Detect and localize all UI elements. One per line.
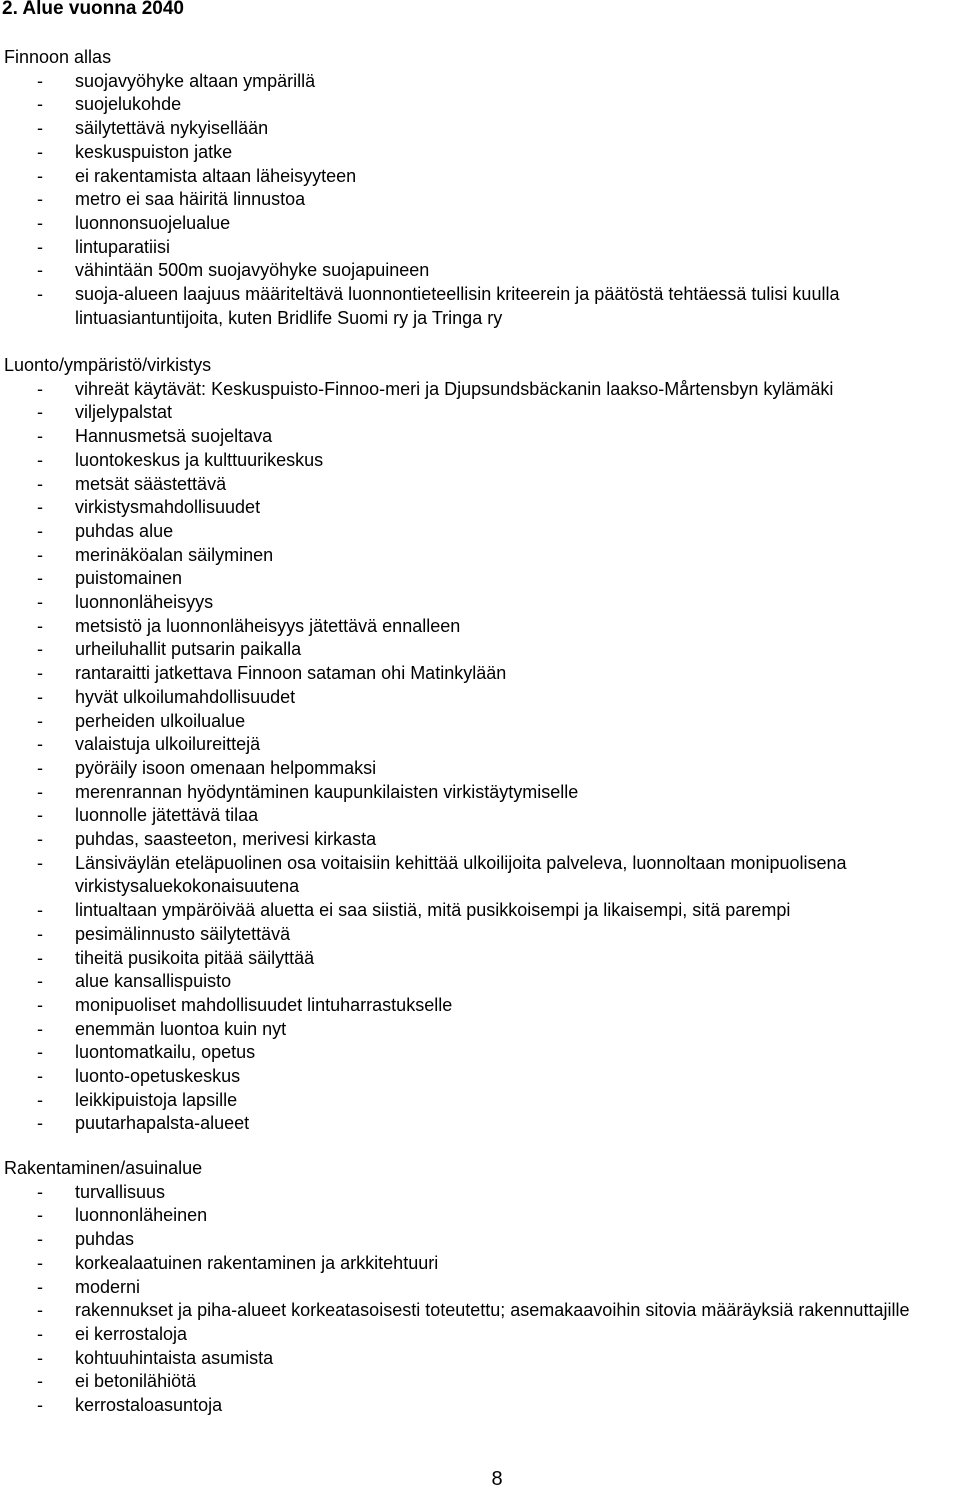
list-item	[4, 757, 954, 781]
list-item	[4, 496, 954, 520]
bullet-dash: -	[37, 378, 43, 399]
list-item	[4, 425, 954, 449]
list-item	[4, 1228, 954, 1252]
list-item	[4, 923, 954, 947]
bullet-dash: -	[37, 189, 43, 210]
list-item-text: suoja-alueen laajuus määriteltävä luonnontieteellisin kriteerein ja päätöstä tehtäessä tulisi kuulla lintuasiantuntijoita, kuten Bridlife Suomi ry ja Tringa ry	[75, 284, 840, 328]
list-item-text: rakennukset ja piha-alueet korkeatasoisesti toteutettu; asemakaavoihin sitovia määräyksiä rakennuttajille	[75, 1300, 910, 1321]
list-item	[4, 283, 954, 330]
list-item	[4, 473, 954, 497]
list-item-text: moderni	[75, 1276, 141, 1297]
list-item-text: ei rakentamista altaan läheisyyteen	[75, 165, 357, 186]
section-rakentaminen-asuinalue	[4, 1157, 954, 1418]
bullet-dash: -	[37, 426, 43, 447]
list-item	[4, 781, 954, 805]
list-item-text: merenrannan hyödyntäminen kaupunkilaisten virkistäytymiselle	[75, 781, 579, 802]
bullet-dash: -	[37, 141, 43, 162]
list-item-text: lintualtaan ympäröivää aluetta ei saa siistiä, mitä pusikkoisempi ja likaisempi, sitä parempi	[75, 900, 791, 921]
list-item	[4, 188, 954, 212]
list-item-text: puhdas	[75, 1229, 135, 1250]
section-title: Rakentaminen/asuinalue	[4, 1158, 203, 1178]
list-item	[4, 1299, 954, 1323]
bullet-dash: -	[37, 449, 43, 470]
list-item-text: vähintään 500m suojavyöhyke suojapuineen	[75, 260, 430, 281]
bullet-dash: -	[37, 615, 43, 636]
list-item	[4, 804, 954, 828]
bullet-dash: -	[37, 757, 43, 778]
bullet-dash: -	[37, 1276, 43, 1297]
list-item-text: perheiden ulkoilualue	[75, 710, 246, 731]
list-item	[4, 1112, 954, 1136]
bullet-dash: -	[37, 971, 43, 992]
list-item-text: luontomatkailu, opetus	[75, 1042, 256, 1063]
list-item-text: luonnonläheisyys	[75, 592, 214, 613]
list-item-text: tiheitä pusikoita pitää säilyttää	[75, 947, 315, 968]
list-item	[4, 828, 954, 852]
bullet-dash: -	[37, 212, 43, 233]
bullet-dash: -	[37, 852, 43, 873]
bullet-dash: -	[37, 686, 43, 707]
list-item	[4, 70, 954, 94]
list-item-text: ei kerrostaloja	[75, 1323, 188, 1344]
bullet-dash: -	[37, 1229, 43, 1250]
list-item	[4, 401, 954, 425]
list-item	[4, 591, 954, 615]
list-item	[4, 544, 954, 568]
section-title: Luonto/ympäristö/virkistys	[4, 355, 212, 375]
list-item-text: puistomainen	[75, 568, 183, 589]
list-item	[4, 733, 954, 757]
list-item	[4, 1181, 954, 1205]
list-item-text: viljelypalstat	[75, 402, 173, 423]
list-item	[4, 899, 954, 923]
list-item	[4, 1018, 954, 1042]
list-item-text: suojavyöhyke altaan ympärillä	[75, 70, 316, 91]
list-item-text: kerrostaloasuntoja	[75, 1395, 223, 1416]
bullet-dash: -	[37, 568, 43, 589]
list-item-text: enemmän luontoa kuin nyt	[75, 1018, 287, 1039]
list-item-text: puutarhapalsta-alueet	[75, 1113, 250, 1134]
list-item-text: korkealaatuinen rakentaminen ja arkkitehtuuri	[75, 1252, 439, 1273]
list-item-text: alue kansallispuisto	[75, 971, 232, 992]
bullet-dash: -	[37, 805, 43, 826]
list-item	[4, 236, 954, 260]
bullet-dash: -	[37, 947, 43, 968]
list-item	[4, 1394, 954, 1418]
list-item-text: suojelukohde	[75, 94, 182, 115]
list-item-text: keskuspuiston jatke	[75, 141, 233, 162]
bullet-dash: -	[37, 1113, 43, 1134]
page-number-text: 8	[491, 1468, 503, 1490]
list-item	[4, 1041, 954, 1065]
list-item	[4, 1347, 954, 1371]
list-item-text: ei betonilähiötä	[75, 1371, 197, 1392]
bullet-dash: -	[37, 639, 43, 660]
list-item-text: luonto-opetuskeskus	[75, 1066, 241, 1087]
list-item-text: turvallisuus	[75, 1181, 166, 1202]
bullet-dash: -	[37, 900, 43, 921]
list-item	[4, 1276, 954, 1300]
list-item	[4, 970, 954, 994]
list-item	[4, 93, 954, 117]
list-item-text: luonnonläheinen	[75, 1205, 208, 1226]
list-item-text: luontokeskus ja kulttuurikeskus	[75, 449, 324, 470]
bullet-list	[4, 70, 954, 331]
list-item-text: puhdas alue	[75, 520, 174, 541]
bullet-dash: -	[37, 70, 43, 91]
section-luonto-ymparisto-virkistys	[4, 354, 954, 1136]
list-item	[4, 686, 954, 710]
list-item-text: vihreät käytävät: Keskuspuisto-Finnoo-meri ja Djupsundsbäckanin laakso-Mårtensbyn kylämäki	[75, 378, 834, 399]
bullet-dash: -	[37, 663, 43, 684]
bullet-dash: -	[37, 1252, 43, 1273]
bullet-dash: -	[37, 520, 43, 541]
bullet-dash: -	[37, 473, 43, 494]
bullet-dash: -	[37, 497, 43, 518]
list-item	[4, 710, 954, 734]
bullet-dash: -	[37, 544, 43, 565]
list-item-text: Hannusmetsä suojeltava	[75, 426, 273, 447]
list-item	[4, 994, 954, 1018]
page-heading: 2. Alue vuonna 2040	[2, 0, 184, 19]
bullet-dash: -	[37, 1205, 43, 1226]
list-item	[4, 1065, 954, 1089]
list-item	[4, 615, 954, 639]
section-title: Finnoon allas	[4, 47, 112, 67]
list-item	[4, 141, 954, 165]
list-item	[4, 1204, 954, 1228]
bullet-dash: -	[37, 1323, 43, 1344]
list-item-text: luonnolle jätettävä tilaa	[75, 805, 259, 826]
bullet-dash: -	[37, 118, 43, 139]
bullet-dash: -	[37, 284, 43, 305]
bullet-dash: -	[37, 734, 43, 755]
list-item	[4, 165, 954, 189]
list-item	[4, 1370, 954, 1394]
bullet-dash: -	[37, 1042, 43, 1063]
list-item-text: monipuoliset mahdollisuudet lintuharrastukselle	[75, 994, 453, 1015]
bullet-dash: -	[37, 1089, 43, 1110]
list-item-text: leikkipuistoja lapsille	[75, 1089, 238, 1110]
list-item-text: pesimälinnusto säilytettävä	[75, 923, 291, 944]
page-number	[0, 1467, 960, 1491]
list-item	[4, 1089, 954, 1113]
list-item	[4, 259, 954, 283]
list-item	[4, 852, 954, 899]
bullet-dash: -	[37, 94, 43, 115]
bullet-dash: -	[37, 165, 43, 186]
list-item-text: metro ei saa häiritä linnustoa	[75, 189, 306, 210]
list-item-text: hyvät ulkoilumahdollisuudet	[75, 686, 296, 707]
bullet-dash: -	[37, 923, 43, 944]
bullet-dash: -	[37, 1018, 43, 1039]
list-item-text: lintuparatiisi	[75, 236, 171, 257]
bullet-dash: -	[37, 1347, 43, 1368]
bullet-dash: -	[37, 1181, 43, 1202]
list-item-text: urheiluhallit putsarin paikalla	[75, 639, 302, 660]
list-item-text: kohtuuhintaista asumista	[75, 1347, 274, 1368]
list-item	[4, 520, 954, 544]
bullet-dash: -	[37, 260, 43, 281]
list-item	[4, 662, 954, 686]
list-item	[4, 117, 954, 141]
bullet-list	[4, 378, 954, 1137]
list-item	[4, 1323, 954, 1347]
list-item	[4, 212, 954, 236]
section-finnoon-allas	[4, 46, 954, 330]
bullet-dash: -	[37, 1066, 43, 1087]
list-item-text: merinäköalan säilyminen	[75, 544, 274, 565]
list-item	[4, 449, 954, 473]
bullet-dash: -	[37, 1395, 43, 1416]
list-item-text: valaistuja ulkoilureittejä	[75, 734, 261, 755]
bullet-dash: -	[37, 236, 43, 257]
list-item-text: metsistö ja luonnonläheisyys jätettävä ennalleen	[75, 615, 461, 636]
bullet-dash: -	[37, 710, 43, 731]
bullet-dash: -	[37, 592, 43, 613]
bullet-dash: -	[37, 402, 43, 423]
list-item	[4, 567, 954, 591]
list-item-text: säilytettävä nykyisellään	[75, 118, 269, 139]
list-item-text: metsät säästettävä	[75, 473, 227, 494]
list-item	[4, 378, 954, 402]
bullet-dash: -	[37, 1371, 43, 1392]
list-item-text: puhdas, saasteeton, merivesi kirkasta	[75, 829, 377, 850]
bullet-dash: -	[37, 1300, 43, 1321]
list-item-text: Länsiväylän eteläpuolinen osa voitaisiin kehittää ulkoilijoita palveleva, luonnoltaan monipuolisena virkistysaluekokonaisuutena	[75, 852, 847, 897]
list-item-text: rantaraitti jatkettava Finnoon sataman ohi Matinkylään	[75, 663, 507, 684]
bullet-dash: -	[37, 994, 43, 1015]
bullet-dash: -	[37, 829, 43, 850]
list-item-text: pyöräily isoon omenaan helpommaksi	[75, 757, 377, 778]
list-item	[4, 947, 954, 971]
list-item	[4, 638, 954, 662]
bullet-list	[4, 1181, 954, 1418]
list-item-text: virkistysmahdollisuudet	[75, 497, 261, 518]
list-item	[4, 1252, 954, 1276]
list-item-text: luonnonsuojelualue	[75, 212, 231, 233]
bullet-dash: -	[37, 781, 43, 802]
